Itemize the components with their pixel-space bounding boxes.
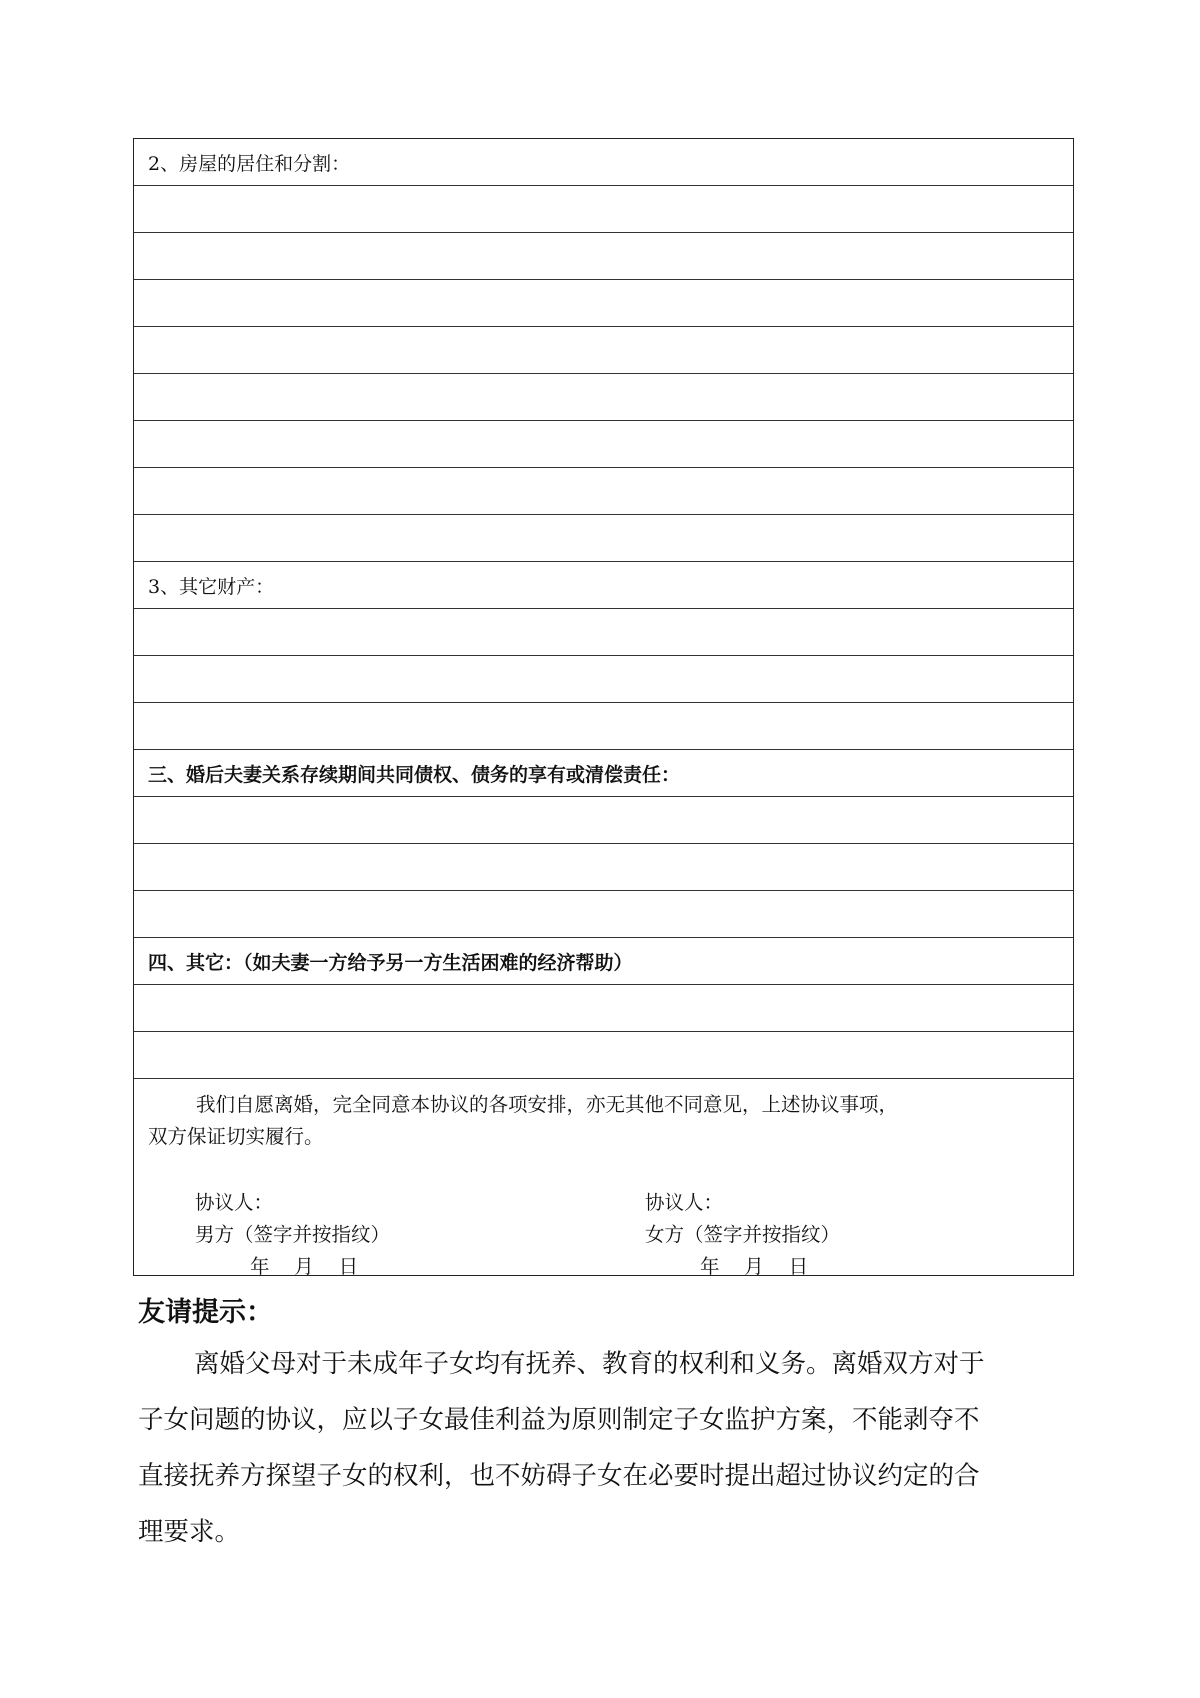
- signer-male-role[interactable]: 男方（签字并按指纹）: [195, 1223, 391, 1246]
- section-house-label: 2、房屋的居住和分割：: [148, 152, 351, 175]
- section-misc-header: [134, 938, 1073, 985]
- tips-title: 友请提示：: [138, 1297, 273, 1328]
- blank-input-row[interactable]: [134, 844, 1073, 891]
- signer-male-label: 协议人：: [195, 1191, 274, 1214]
- statement-line-1: 我们自愿离婚，完全同意本协议的各项安排，亦无其他不同意见，上述协议事项，: [196, 1093, 899, 1116]
- signer-female-date[interactable]: 年 月 日: [700, 1255, 809, 1278]
- blank-input-row[interactable]: [134, 186, 1073, 233]
- tips-line: 子女问题的协议，应以子女最佳利益为原则制定子女监护方案，不能剥夺不: [138, 1405, 980, 1435]
- blank-input-row[interactable]: [134, 327, 1073, 374]
- agreement-statement: [148, 1089, 1059, 1153]
- blank-input-row[interactable]: [134, 280, 1073, 327]
- blank-input-row[interactable]: [134, 233, 1073, 280]
- section-other-property-header: [134, 562, 1073, 609]
- blank-input-row[interactable]: [134, 515, 1073, 562]
- signer-male-date[interactable]: 年 月 日: [250, 1255, 359, 1278]
- section-other-property-label: 3、其它财产：: [148, 575, 275, 598]
- signature-section: [134, 1079, 1073, 1278]
- blank-input-row[interactable]: [134, 703, 1073, 750]
- signer-male: [195, 1187, 390, 1283]
- blank-input-row[interactable]: [134, 797, 1073, 844]
- agreement-form-table: [133, 138, 1074, 1276]
- tips-body: [138, 1336, 1074, 1560]
- statement-line-2: 双方保证切实履行。: [148, 1125, 324, 1148]
- blank-input-row[interactable]: [134, 656, 1073, 703]
- section-debts-label: 三、婚后夫妻关系存续期间共同债权、债务的享有或清偿责任：: [148, 763, 681, 786]
- blank-input-row[interactable]: [134, 609, 1073, 656]
- tips-line: 理要求。: [138, 1517, 241, 1547]
- section-misc-label: 四、其它：（如夫妻一方给予另一方生活困难的经济帮助）: [148, 951, 633, 974]
- blank-input-row[interactable]: [134, 1032, 1073, 1079]
- tips-line: 直接抚养方探望子女的权利，也不妨碍子女在必要时提出超过协议约定的合: [138, 1461, 980, 1491]
- blank-input-row[interactable]: [134, 374, 1073, 421]
- blank-input-row[interactable]: [134, 421, 1073, 468]
- signer-female-role[interactable]: 女方（签字并按指纹）: [645, 1223, 841, 1246]
- section-house-header: [134, 139, 1073, 186]
- blank-input-row[interactable]: [134, 468, 1073, 515]
- signer-female-label: 协议人：: [645, 1191, 724, 1214]
- signer-female: [645, 1187, 840, 1283]
- blank-input-row[interactable]: [134, 985, 1073, 1032]
- blank-input-row[interactable]: [134, 891, 1073, 938]
- section-debts-header: [134, 750, 1073, 797]
- tips-line: 离婚父母对于未成年子女均有抚养、教育的权利和义务。离婚双方对于: [194, 1349, 985, 1379]
